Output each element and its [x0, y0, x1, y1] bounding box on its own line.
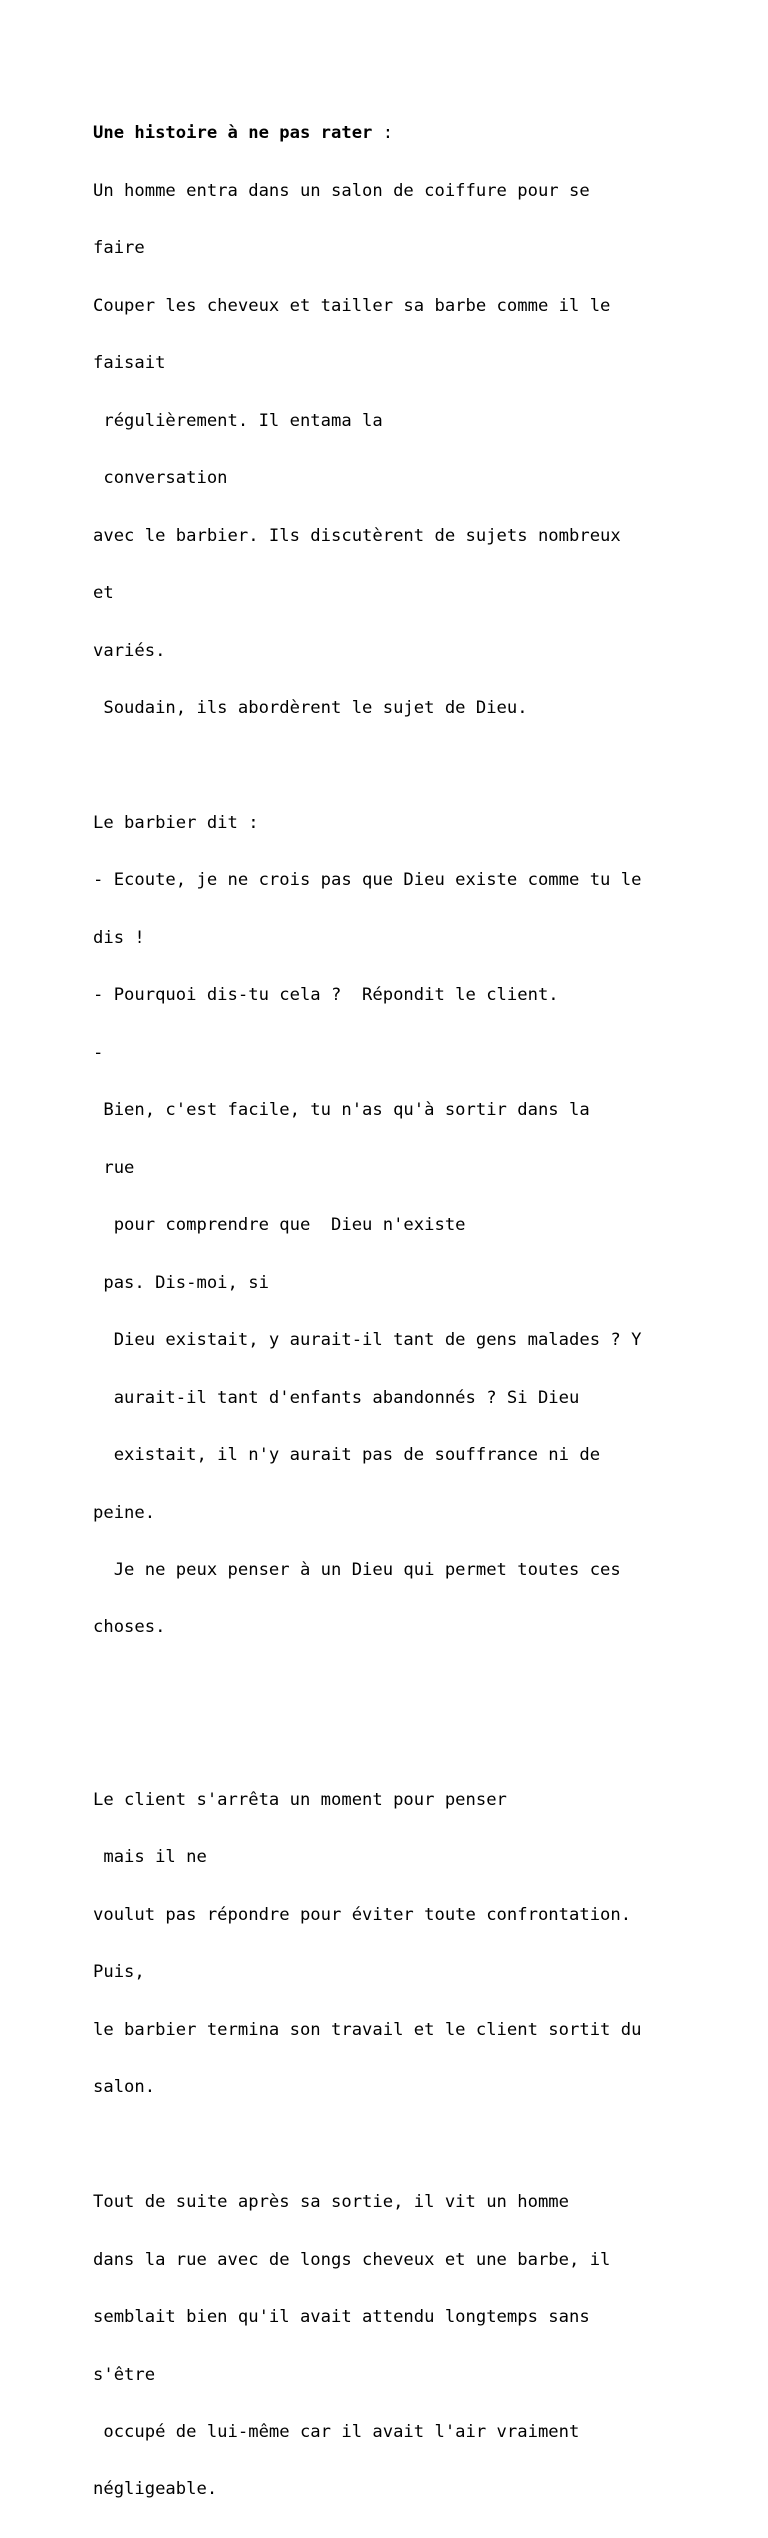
- text-line: négligeable.: [93, 2479, 218, 2500]
- text-line: dis !: [93, 927, 145, 948]
- text-line: Dieu existait, y aurait-il tant de gens malades ? Y: [93, 1330, 642, 1351]
- text-line: rue: [93, 1157, 135, 1178]
- text-line: choses.: [93, 1617, 166, 1638]
- text-line: Puis,: [93, 1962, 145, 1983]
- text-line: régulièrement. Il entama la: [93, 410, 383, 431]
- text-line: et: [93, 583, 114, 604]
- text-line: pour comprendre que Dieu n'existe: [93, 1215, 466, 1236]
- text-line: s'être: [93, 2364, 156, 2385]
- text-line: - Pourquoi dis-tu cela ? Répondit le client.: [93, 985, 559, 1006]
- text-line: variés.: [93, 640, 166, 661]
- document-title: Une histoire à ne pas rater: [93, 123, 373, 144]
- text-line: Un homme entra dans un salon de coiffure pour se: [93, 180, 590, 201]
- blank-line: [93, 1733, 693, 1752]
- text-line: occupé de lui-même car il avait l'air vraiment: [93, 2422, 580, 2442]
- title-suffix: :: [372, 123, 394, 144]
- text-line: aurait-il tant d'enfants abandonnés ? Si Dieu: [93, 1387, 580, 1408]
- text-line: dans la rue avec de longs cheveux et une barbe, il: [93, 2249, 611, 2270]
- text-line: pas. Dis-moi, si: [93, 1272, 269, 1293]
- text-line: le barbier termina son travail et le client sortit du: [93, 2019, 642, 2040]
- text-line: voulut pas répondre pour éviter toute confrontation.: [93, 1904, 632, 1925]
- text-line: peine.: [93, 1502, 156, 1523]
- text-line: Couper les cheveux et tailler sa barbe comme il le: [93, 295, 611, 316]
- text-line: Je ne peux penser à un Dieu qui permet toutes ces: [93, 1560, 621, 1581]
- text-line: Le client s'arrêta un moment pour penser: [93, 1789, 507, 1810]
- text-line: mais il ne: [93, 1847, 207, 1868]
- text-line: - Ecoute, je ne crois pas que Dieu existe comme tu le: [93, 870, 642, 891]
- text-line: salon.: [93, 2077, 156, 2098]
- text-line: Tout de suite après sa sortie, il vit un homme: [93, 2192, 569, 2213]
- title-line: [93, 124, 693, 143]
- text-line: semblait bien qu'il avait attendu longtemps sans: [93, 2307, 590, 2328]
- blank-line: [93, 756, 693, 775]
- text-line: faisait: [93, 353, 166, 374]
- text-line: -: [93, 1042, 104, 1063]
- blank-line: [93, 2136, 693, 2155]
- text-line: Le barbier dit :: [93, 812, 259, 833]
- text-line: existait, il n'y aurait pas de souffrance ni de: [93, 1445, 601, 1466]
- text-line: conversation: [93, 468, 228, 489]
- text-line: Bien, c'est facile, tu n'as qu'à sortir dans la: [93, 1100, 590, 1121]
- blank-line: [93, 1676, 693, 1695]
- document-body: [93, 86, 693, 2538]
- text-line: faire: [93, 238, 145, 259]
- text-line: avec le barbier. Ils discutèrent de sujets nombreux: [93, 525, 621, 546]
- text-line: Soudain, ils abordèrent le sujet de Dieu.: [93, 698, 528, 718]
